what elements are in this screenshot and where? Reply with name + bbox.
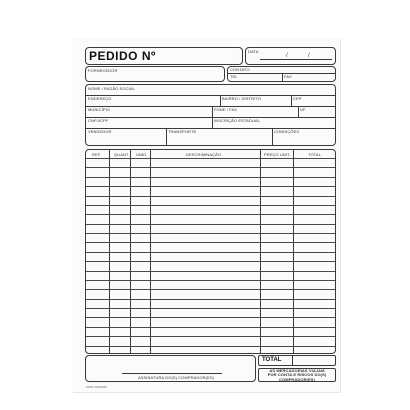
print-code: MOD-0000000 [86, 385, 107, 389]
transport-note-box [258, 368, 336, 382]
address-label: ENDEREÇO [88, 96, 112, 101]
table-row-line [86, 224, 335, 225]
note-line-3: COMPRADOR(ES) [279, 376, 315, 382]
total-label: TOTAL [262, 357, 282, 363]
title-box [85, 47, 243, 65]
transporte-label: TRANSPORTE [168, 129, 197, 134]
date-box[interactable] [245, 47, 336, 65]
date-separator-1: / [286, 53, 288, 59]
contact-box[interactable] [227, 66, 336, 82]
table-row-line [86, 214, 335, 215]
total-divider [292, 356, 293, 366]
date-underline [260, 59, 332, 60]
table-row-line [86, 317, 335, 318]
table-row-line [86, 289, 335, 290]
address-bairro-divider [220, 95, 221, 106]
uf-label: UF [300, 107, 306, 112]
cnpj-label: CNPJ/CPF [88, 118, 109, 123]
table-row-line [86, 242, 335, 243]
table-row-line [86, 261, 335, 262]
table-row-line [86, 299, 335, 300]
condicoes-label: CONDIÇÕES [274, 129, 300, 134]
signature-label: ASSINATURA DO(S) COMPRADOR(ES) [138, 375, 215, 380]
table-row-line [86, 346, 335, 347]
vendedor-label: VENDEDOR [88, 129, 112, 134]
name-label: NOME / RAZÃO SOCIAL [88, 86, 135, 91]
cnpj-inscricao-divider [212, 117, 213, 128]
col-header-total: TOTAL [308, 152, 322, 157]
cep-label: CEP [293, 96, 302, 101]
form-title: PEDIDO Nº [89, 49, 156, 63]
items-table [85, 149, 336, 354]
table-row-line [86, 308, 335, 309]
fax-label: FAX [284, 74, 292, 79]
signature-line [122, 373, 222, 374]
table-rows [86, 150, 335, 353]
col-header-descriminacao: DESCRIMINAÇÃO [186, 152, 222, 157]
supplier-field[interactable] [85, 66, 225, 82]
table-row-line [86, 271, 335, 272]
table-row-line [86, 167, 335, 168]
tel-label: TEL [230, 74, 238, 79]
date-label: DATA [248, 49, 259, 54]
fone-uf-divider [298, 106, 299, 117]
contact-label: CONTATO [230, 67, 250, 72]
note-line-1: AS MERCADORIAS VIAJAM [269, 368, 325, 373]
table-row-line [86, 280, 335, 281]
table-row-line [86, 205, 335, 206]
supplier-label: FORNECEDOR [88, 68, 118, 73]
inscricao-label: INSCRIÇÃO ESTADUAL [214, 118, 260, 123]
date-separator-2: / [308, 53, 310, 59]
customer-info-box [85, 84, 336, 146]
fone-fax-label: FONE / FAX [214, 107, 238, 112]
table-row-line [86, 252, 335, 253]
col-header-unid: UNID. [136, 152, 148, 157]
table-row-line [86, 196, 335, 197]
note-line-2: POR CONTA E RISCOS DO(S) [267, 372, 327, 378]
table-row-line [86, 177, 335, 178]
bairro-label: BAIRRO / DISTRITO [222, 96, 261, 101]
table-row-line [86, 233, 335, 234]
municipio-fone-divider [212, 106, 213, 117]
vendedor-transporte-divider [166, 128, 167, 146]
municipio-label: MUNICÍPIO [88, 107, 111, 112]
signature-box[interactable] [85, 355, 256, 382]
customer-divider-3 [86, 117, 335, 118]
bairro-cep-divider [291, 95, 292, 106]
table-header-divider [86, 158, 335, 159]
table-row-line [86, 327, 335, 328]
col-header-preco-unit: PREÇO UNIT. [264, 152, 291, 157]
order-form-sheet [72, 38, 340, 392]
transporte-condicoes-divider [272, 128, 273, 146]
col-header-ref: REF. [92, 152, 102, 157]
col-header-quant: QUANT. [114, 152, 130, 157]
total-box[interactable] [258, 355, 336, 366]
tel-fax-divider [282, 73, 283, 82]
table-row-line [86, 336, 335, 337]
table-row-line [86, 186, 335, 187]
